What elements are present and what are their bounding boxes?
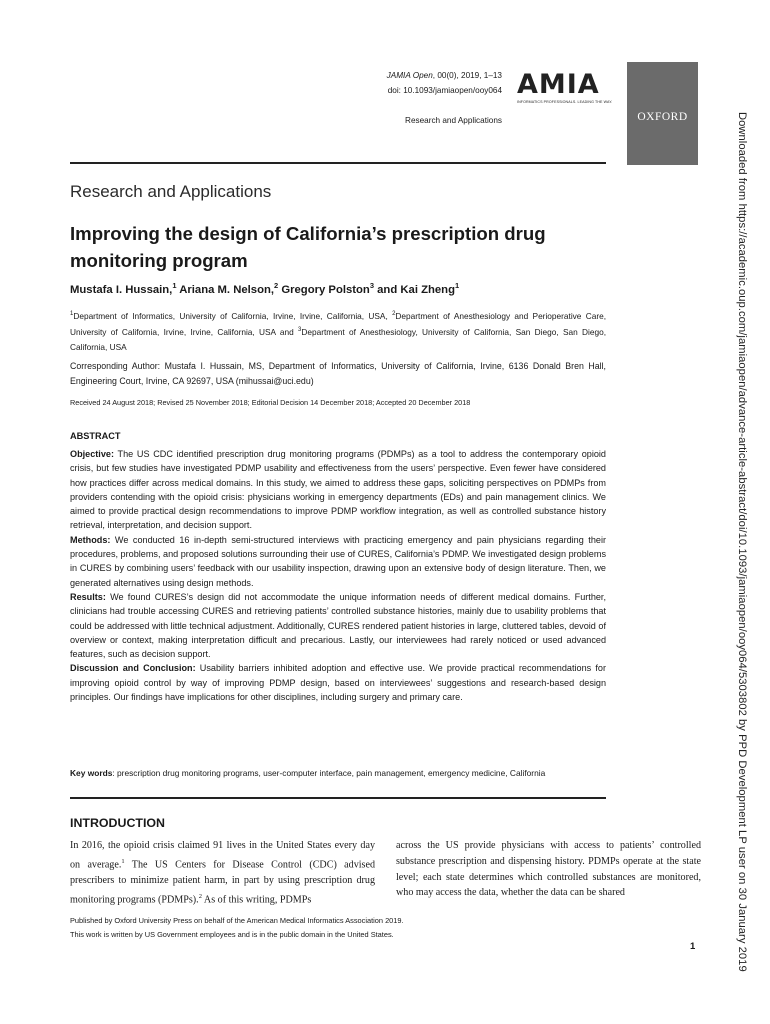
- intro-column-right: across the US provide physicians with access to patients’ controlled substance prescription and dispensing history. PDMPs operate at the state level; each state determines which controlled substances are monitored, who may access the data, whether the data can be shared: [396, 840, 701, 899]
- intro-text: As of this writing, PDMPs: [201, 894, 312, 906]
- discussion-label: Discussion and Conclusion:: [70, 663, 196, 674]
- author-affiliation-mark: 2: [274, 281, 279, 290]
- keywords-text: : prescription drug monitoring programs, user-computer interface, pain management, emergency medicine, California: [112, 768, 546, 778]
- results-text: We found CURES’s design did not accommodate the unique information needs of different medical domains. Further, clinicians had trouble accessing CURES and retrieving patients’ controlled substance histories, mainly due to usability problems that could be addressed with little technical adjustment. Additionally, CURES rendered patient histories in large, cluttered tables, devoid of overview or context, making interpretation difficult and precarious. Lastly, our interviewees had rarely noticed or used advanced features, such as decision support.: [70, 591, 606, 660]
- intro-text: The US Centers for Disease Control (CDC) advised prescribers to minimize patient harm, in part by using prescription drug monitoring programs (PDMPs).: [70, 859, 375, 906]
- journal-citation: [330, 69, 502, 82]
- affiliation-1: Department of Informatics, University of California, Irvine, Irvine, California, USA,: [73, 310, 393, 321]
- journal-volume: , 00(0), 2019, 1–13: [432, 71, 502, 80]
- author-name: Ariana M. Nelson,: [176, 283, 275, 296]
- license-note: This work is written by US Government employees and is in the public domain in the United States.: [70, 930, 394, 939]
- abstract-results: [70, 590, 606, 661]
- abstract-objective: [70, 447, 606, 533]
- affiliation-mark: 1: [70, 311, 74, 317]
- page-number: 1: [690, 941, 696, 952]
- abstract-body: [70, 447, 606, 704]
- header-rule: [70, 162, 606, 164]
- affiliation-3: Department of Anesthesiology, University of California, San Diego, San Diego, California, USA: [70, 327, 606, 352]
- amia-logo-text: AMIA: [517, 69, 600, 100]
- publisher-note: Published by Oxford University Press on behalf of the American Medical Informatics Association 2019.: [70, 916, 404, 925]
- author-affiliation-mark: 3: [369, 281, 375, 290]
- received-dates: Received 24 August 2018; Revised 25 November 2018; Editorial Decision 14 December 2018; Accepted 20 December 2018: [70, 398, 471, 407]
- header-section-label: Research and Applications: [405, 116, 502, 125]
- results-label: Results:: [70, 591, 106, 602]
- citation-mark[interactable]: 2: [198, 892, 202, 900]
- article-title: Improving the design of California’s prescription drug monitoring program: [70, 223, 546, 271]
- oxford-logo-text: OXFORD: [637, 111, 688, 123]
- author-list: [70, 281, 459, 296]
- amia-tagline: INFORMATICS PROFESSIONALS. LEADING THE WAY.: [517, 100, 613, 104]
- affiliations: [70, 307, 606, 354]
- abstract-discussion: [70, 661, 606, 704]
- amia-logo: [517, 69, 617, 108]
- corresponding-author: Corresponding Author: Mustafa I. Hussain, MS, Department of Informatics, University of California, Irvine, 6136 Donald Bren Hall, Engineering Court, Irvine, CA 92697, USA (mihussai@uci.edu): [70, 361, 606, 386]
- author-name: Mustafa I. Hussain,: [70, 283, 173, 296]
- methods-label: Methods:: [70, 534, 111, 545]
- affiliation-2: Department of Anesthesiology and Perioperative Care, University of California, Irvine, Irvine, California, USA and: [70, 310, 607, 338]
- author-affiliation-mark: 1: [172, 281, 177, 290]
- affiliation-mark: 3: [298, 327, 302, 334]
- article-category: Research and Applications: [70, 182, 272, 201]
- keywords: [70, 768, 606, 778]
- objective-text: The US CDC identified prescription drug monitoring programs (PDMPs) as a tool to address the contemporary opioid crisis, but few studies have investigated PDMP usability and effectiveness from the users’ perspective. Even fewer have considered how practices differ across medical domains. In this study, we aimed to address these gaps, soliciting perspectives on PDMPs from providers contending with the opioid crisis: physicians working in emergency departments (EDs) and pain management clinics. We aimed to provide practical design recommendations to improve PDMP workflow integration, as well as controlled substance history retrieval, interpretation, and decision support.: [70, 449, 606, 531]
- oxford-logo: [627, 62, 698, 165]
- objective-label: Objective:: [70, 449, 114, 459]
- author-name: and Kai Zheng: [374, 283, 455, 296]
- intro-text: In 2016, the opioid crisis claimed 91 lives in the United States every day on average.: [70, 840, 375, 871]
- journal-name: JAMIA Open: [386, 71, 433, 80]
- keywords-label: Key words: [70, 768, 113, 778]
- citation-mark[interactable]: 1: [121, 857, 125, 865]
- methods-text: We conducted 16 in-depth semi-structured interviews with practicing emergency and pain physicians regarding their procedures, problems, and proposed solutions surrounding their use of CURES, California’s PDMP. We investigated design problems in CURES by combining users’ feedback with our usability inspection, drawing upon an extensive body of design literature. Then, we generated alternatives using design methods.: [70, 534, 606, 588]
- download-watermark: Downloaded from https://academic.oup.com/jamiaopen/advance-article-abstract/doi/10.1093/jamiaopen/ooy064/5303802 by PPD Development LP user on 30 January 2019: [736, 112, 748, 972]
- discussion-text: Usability barriers inhibited adoption and effective use. We provide practical recommendations for improving opioid control by way of improving PDMP design, based on interviewees’ suggestions and research-based design principles. Our findings have implications for other disciplines, including surgery and primary care.: [70, 663, 606, 703]
- abstract-rule: [70, 797, 606, 799]
- intro-column-left: [70, 838, 375, 908]
- doi[interactable]: doi: 10.1093/jamiaopen/ooy064: [387, 86, 502, 95]
- abstract-methods: [70, 533, 606, 590]
- introduction-heading: INTRODUCTION: [70, 816, 165, 830]
- abstract-heading: ABSTRACT: [70, 431, 121, 441]
- author-affiliation-mark: 1: [454, 281, 460, 290]
- author-name: Gregory Polston: [278, 283, 370, 296]
- affiliation-mark: 2: [392, 311, 396, 317]
